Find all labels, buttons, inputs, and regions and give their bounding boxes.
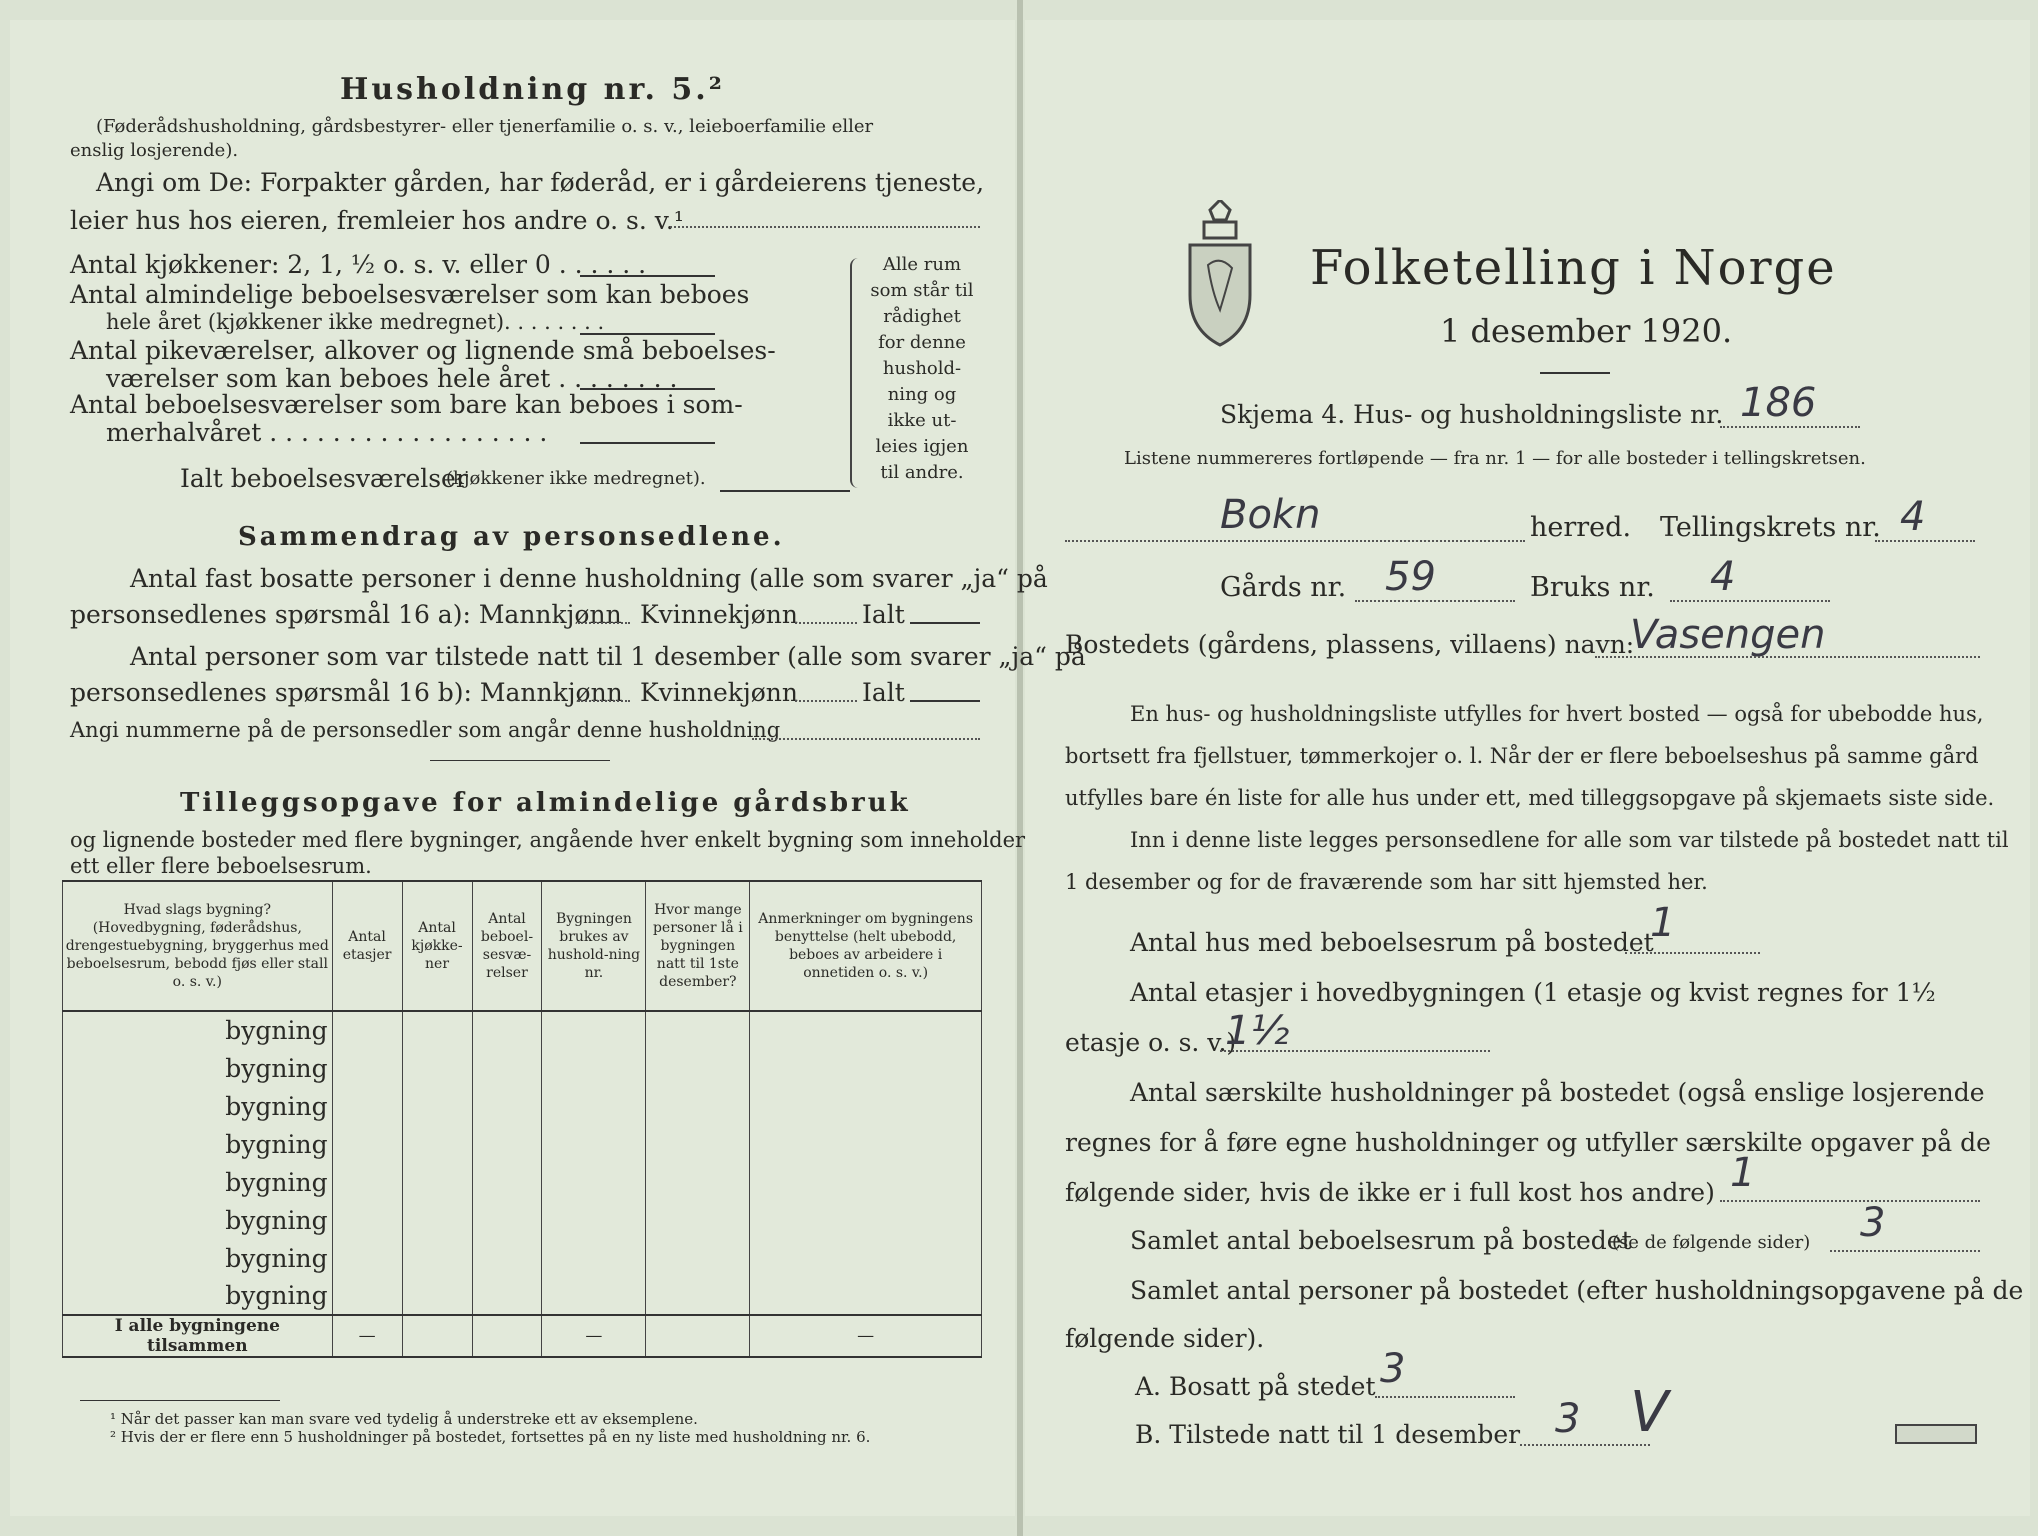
angi-answer-line[interactable] (670, 226, 980, 228)
bosatt-field (1375, 1396, 1515, 1398)
gards-field (1355, 600, 1515, 602)
samlet-rum-value[interactable]: 3 (1860, 1200, 1886, 1246)
alm-rooms-field[interactable] (580, 333, 715, 335)
etasjer-value[interactable]: 1½ (1225, 1008, 1290, 1054)
side-brace (850, 258, 860, 488)
pike-rooms-1: Antal pikeværelser, alkover og lignende små beboelses- (70, 336, 776, 365)
total-rooms-label: Ialt beboelsesværelser (180, 464, 468, 493)
form-date: 1 desember 1920. (1440, 312, 1733, 350)
krets-field (1875, 540, 1975, 542)
fast-ialt-label: Ialt (862, 600, 905, 629)
bosted-value[interactable]: Vasengen (1630, 612, 1826, 658)
col-rooms: Antal beboel-sesvæ-relser (472, 881, 542, 1011)
footnote-2: ² Hvis der er flere enn 5 husholdninger på bostedet, fortsettes på en ny liste med husholdning nr. 6. (110, 1428, 871, 1446)
tilstede-natt-label: B. Tilstede natt til 1 desember (1135, 1420, 1521, 1449)
hus-value[interactable]: 1 (1650, 900, 1676, 946)
nummerne-label: Angi nummerne på de personsedler som angår denne husholdning (70, 718, 781, 742)
husholdning-note: (Føderådshusholdning, gårdsbestyrer- eller tjenerfamilie o. s. v., leieboerfamilie eller (96, 116, 874, 137)
pike-rooms-2: værelser som kan beboes hele året . . . . . . . . (106, 364, 678, 393)
samlet-rum-label: Samlet antal beboelsesrum på bostedet (1130, 1226, 1632, 1255)
table-row[interactable]: bygning (63, 1011, 982, 1049)
tilstede-kvinne-field[interactable] (795, 700, 857, 702)
herred-value[interactable]: Bokn (1220, 492, 1321, 538)
fast-kvinne-field[interactable] (795, 622, 857, 624)
angi-line-2: leier hus hos eieren, fremleier hos andre o. s. v.¹ (70, 206, 684, 235)
table-row[interactable]: bygning (63, 1201, 982, 1239)
fast-kvinne-label: Kvinnekjønn (640, 600, 798, 629)
para-2: bortsett fra fjellstuer, tømmerkojer o. l. Når der er flere beboelseshus på samme gård (1065, 744, 1979, 768)
table-row[interactable]: bygning (63, 1277, 982, 1315)
listene-note: Listene nummereres fortløpende — fra nr. 1 — for alle bosteder i tellingskretsen. (1124, 448, 1866, 469)
bruks-label: Bruks nr. (1530, 572, 1655, 603)
form-title: Folketelling i Norge (1310, 240, 1837, 296)
summer-rooms-1: Antal beboelsesværelser som bare kan beboes i som- (70, 390, 743, 419)
bruks-value[interactable]: 4 (1710, 554, 1736, 600)
coat-of-arms-icon (1180, 200, 1260, 350)
alm-rooms-1: Antal almindelige beboelsesværelser som kan beboes (70, 280, 750, 309)
total-rooms-field[interactable] (720, 490, 850, 492)
etasjer-line-1: Antal etasjer i hovedbygningen (1 etasje og kvist regnes for 1½ (1130, 978, 1936, 1007)
col-kitchens: Antal kjøkke-ner (402, 881, 472, 1011)
husholdning-note-2: enslig losjerende). (70, 140, 239, 161)
herred-field (1065, 540, 1525, 542)
table-row[interactable]: bygning (63, 1163, 982, 1201)
fast-ialt-field[interactable] (910, 622, 980, 624)
para-3: utfylles bare én liste for alle hus under ett, med tilleggsopgave på skjemaets siste side. (1065, 786, 1995, 810)
alm-rooms-2: hele året (kjøkkener ikke medregnet). . . . . . . . (106, 310, 605, 334)
tilstede-ialt-label: Ialt (862, 678, 905, 707)
summer-rooms-2: merhalvåret . . . . . . . . . . . . . . . . . . (106, 418, 548, 447)
angi-line-1: Angi om De: Forpakter gården, har føderåd, er i gårdeierens tjeneste, (96, 168, 985, 197)
table-row[interactable]: bygning (63, 1087, 982, 1125)
skjema-number[interactable]: 186 (1740, 380, 1817, 426)
krets-label: Tellingskrets nr. (1660, 512, 1881, 543)
gards-value[interactable]: 59 (1385, 554, 1436, 600)
fast-line-1: Antal fast bosatte personer i denne husholdning (alle som svarer „ja“ på (130, 564, 1048, 593)
col-household: Bygningen brukes av hushold-ning nr. (542, 881, 646, 1011)
printer-stamp (1895, 1424, 1977, 1444)
tilstede-mann-field[interactable] (578, 700, 630, 702)
bosted-label: Bostedets (gårdens, plassens, villaens) navn: (1065, 630, 1635, 659)
krets-value[interactable]: 4 (1900, 494, 1926, 540)
nummerne-field[interactable] (752, 738, 980, 740)
table-row[interactable]: bygning (63, 1239, 982, 1277)
tillegg-line-2: ett eller flere beboelsesrum. (70, 854, 372, 878)
tilstede-ialt-field[interactable] (910, 700, 980, 702)
total-rooms-note: (kjøkkener ikke medregnet). (446, 468, 706, 489)
sarsk-line-1: Antal særskilte husholdninger på bostedet (også enslige losjerende (1130, 1078, 1985, 1107)
samlet-pers-line-2: følgende sider). (1065, 1324, 1265, 1353)
etasjer-field (1220, 1050, 1490, 1052)
bruks-field (1670, 600, 1830, 602)
samlet-rum-note: (se de følgende sider) (1612, 1232, 1811, 1253)
samlet-pers-line-1: Samlet antal personer på bostedet (efter husholdningsopgavene på de (1130, 1276, 2024, 1305)
table-row[interactable]: bygning (63, 1125, 982, 1163)
bosted-field (1595, 656, 1980, 658)
para-5: 1 desember og for de fraværende som har sitt hjemsted her. (1065, 870, 1708, 894)
bosatt-label: A. Bosatt på stedet (1135, 1372, 1376, 1401)
fast-line-2: personsedlenes spørsmål 16 a): Mannkjønn (70, 600, 622, 629)
title-rule (1540, 372, 1610, 374)
herred-label: herred. (1530, 512, 1632, 543)
col-building-type: Hvad slags bygning? (Hovedbygning, føderådshus, drengestuebygning, bryggerhus med beboelsesrum, bebodd fjøs eller stall o. s. v.) (63, 881, 333, 1011)
summer-rooms-field[interactable] (580, 442, 715, 444)
sammendrag-title: Sammendrag av personsedlene. (238, 522, 785, 552)
footnote-rule (80, 1400, 280, 1401)
kjokkener-field[interactable] (580, 275, 715, 277)
col-remarks: Anmerkninger om bygningens benyttelse (helt ubebodd, beboes av arbeidere i onnetiden o. s. v.) (750, 881, 982, 1011)
bosatt-value[interactable]: 3 (1380, 1346, 1406, 1392)
footnote-1: ¹ Når det passer kan man svare ved tydelig å understreke ett av eksemplene. (110, 1410, 698, 1428)
tilstede-kvinne-label: Kvinnekjønn (640, 678, 798, 707)
tillegg-line-1: og lignende bosteder med flere bygninger, angående hver enkelt bygning som inneholder (70, 828, 1026, 852)
hus-label: Antal hus med beboelsesrum på bostedet (1130, 928, 1654, 957)
tilstede-natt-field (1520, 1444, 1650, 1446)
skjema-field (1720, 426, 1860, 428)
col-floors: Antal etasjer (332, 881, 402, 1011)
para-4: Inn i denne liste legges personsedlene for alle som var tilstede på bostedet natt til (1130, 828, 2009, 852)
gards-label: Gårds nr. (1220, 572, 1347, 603)
divider (430, 760, 610, 761)
sarsk-line-3: følgende sider, hvis de ikke er i full kost hos andre) (1065, 1178, 1715, 1207)
building-table (62, 880, 982, 1358)
tilstede-line-1: Antal personer som var tilstede natt til 1 desember (alle som svarer „ja“ på (130, 642, 1086, 671)
fast-mann-field[interactable] (578, 622, 630, 624)
tilstede-line-2: personsedlenes spørsmål 16 b): Mannkjønn (70, 678, 623, 707)
col-persons: Hvor mange personer lå i bygningen natt til 1ste desember? (646, 881, 750, 1011)
side-note: Alle rum som står til rådighet for denne hushold- ning og ikke ut- leies igjen til andre. (870, 254, 974, 483)
sarsk-value[interactable]: 1 (1730, 1150, 1756, 1196)
check-mark: V (1630, 1380, 1669, 1445)
etasjer-line-2: etasje o. s. v.) (1065, 1028, 1237, 1057)
sarsk-line-2: regnes for å føre egne husholdninger og utfyller særskilte opgaver på de (1065, 1128, 1991, 1157)
samlet-rum-field (1830, 1250, 1980, 1252)
tillegg-title: Tilleggsopgave for almindelige gårdsbruk (180, 788, 911, 818)
husholdning-title: Husholdning nr. 5.² (340, 72, 725, 107)
table-row[interactable]: bygning (63, 1049, 982, 1087)
skjema-label: Skjema 4. Hus- og husholdningsliste nr. (1220, 400, 1724, 429)
sarsk-field (1720, 1200, 1980, 1202)
table-total-row: I alle bygningene tilsammen — — — (63, 1315, 982, 1357)
kjokkener-label: Antal kjøkkener: 2, 1, ½ o. s. v. eller 0 . . . . . . (70, 250, 647, 279)
tilstede-natt-value[interactable]: 3 (1555, 1396, 1581, 1442)
page-fold (1017, 0, 1023, 1536)
para-1: En hus- og husholdningsliste utfylles for hvert bosted — også for ubebodde hus, (1130, 702, 1984, 726)
hus-field (1625, 952, 1760, 954)
